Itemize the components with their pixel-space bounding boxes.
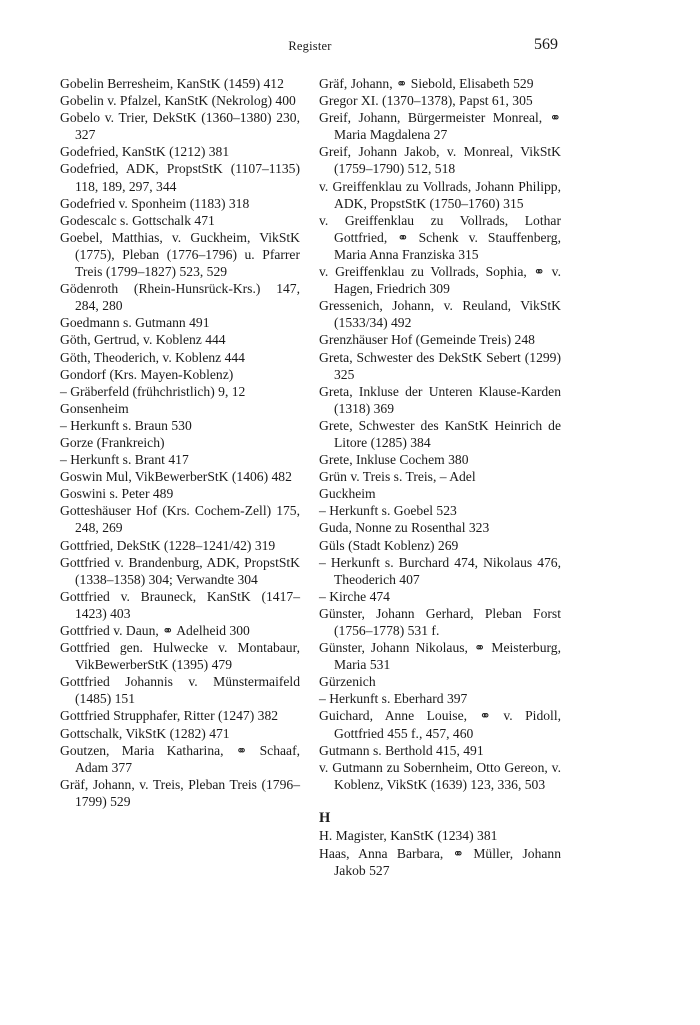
index-entry: Gregor XI. (1370–1378), Papst 61, 305	[319, 93, 533, 109]
index-entry: Gottfried v. Brauneck, KanStK (1417–1423) 403	[60, 588, 300, 621]
index-entry: Godefried, KanStK (1212) 381	[60, 144, 230, 160]
index-entry: Gürzenich	[319, 674, 376, 690]
index-entry: – Herkunft s. Burchard 474, Nikolaus 476, Theoderich 407	[319, 554, 561, 587]
index-entry: Greta, Schwester des DekStK Sebert (1299) 325	[319, 349, 561, 382]
index-entry: Goswin Mul, VikBewerberStK (1406) 482	[60, 469, 292, 485]
index-entry: Gonsenheim	[60, 400, 129, 416]
index-column-left	[60, 75, 300, 810]
index-entry: Grete, Schwester des KanStK Heinrich de Litore (1285) 384	[319, 417, 561, 450]
index-entry: Godescalc s. Gottschalk 471	[60, 212, 215, 228]
index-entry: Grete, Inkluse Cochem 380	[319, 452, 469, 468]
index-entry: Gobelo v. Trier, DekStK (1360–1380) 230, 327	[60, 110, 300, 143]
index-entry: Göth, Gertrud, v. Koblenz 444	[60, 332, 226, 348]
index-entry: – Herkunft s. Braun 530	[60, 417, 192, 433]
index-entry: Gotteshäuser Hof (Krs. Cochem-Zell) 175, 248, 269	[60, 503, 300, 536]
index-entry: Guda, Nonne zu Rosenthal 323	[319, 520, 490, 536]
index-entry: Gottfried Strupphafer, Ritter (1247) 382	[60, 708, 279, 724]
index-entry: Güls (Stadt Koblenz) 269	[319, 537, 459, 553]
index-entry: Göth, Theoderich, v. Koblenz 444	[60, 349, 245, 365]
index-entry: Goebel, Matthias, v. Guckheim, VikStK (1775), Pleban (1776–1796) u. Pfarrer Treis (1799–1827) 523, 529	[60, 229, 300, 280]
index-entry: Grün v. Treis s. Treis, – Adel	[319, 469, 476, 485]
index-entry: Gräf, Johann, ⚭ Siebold, Elisabeth 529	[319, 76, 534, 91]
index-entry: Grenzhäuser Hof (Gemeinde Treis) 248	[319, 332, 535, 348]
index-entry: Godefried, ADK, PropstStK (1107–1135) 118, 189, 297, 344	[60, 161, 300, 194]
page-number: 569	[534, 36, 558, 53]
index-entry: Godefried v. Sponheim (1183) 318	[60, 195, 250, 211]
index-entry: – Herkunft s. Goebel 523	[319, 503, 457, 519]
index-entry: Günster, Johann Gerhard, Pleban Forst (1756–1778) 531 f.	[319, 605, 561, 638]
index-entry: Gottfried v. Daun, ⚭ Adelheid 300	[60, 623, 250, 638]
index-entry: Greta, Inkluse der Unteren Klause-Karden (1318) 369	[319, 383, 561, 416]
index-entry: Greif, Johann, Bürgermeister Monreal, ⚭ Maria Magdalena 27	[319, 110, 561, 143]
index-entry: Gressenich, Johann, v. Reuland, VikStK (1533/34) 492	[319, 298, 561, 331]
index-entry: Haas, Anna Barbara, ⚭ Müller, Johann Jakob 527	[319, 845, 561, 878]
index-entry: – Herkunft s. Eberhard 397	[319, 691, 468, 707]
running-head: Register	[288, 39, 332, 53]
index-entry: Guckheim	[319, 486, 376, 502]
section-gap	[319, 793, 561, 810]
index-entry: Guichard, Anne Louise, ⚭ v. Pidoll, Gottfried 455 f., 457, 460	[319, 708, 561, 741]
index-entry: Goedmann s. Gutmann 491	[60, 315, 210, 331]
index-entry: Goswini s. Peter 489	[60, 486, 174, 502]
index-entry: Gräf, Johann, v. Treis, Pleban Treis (1796–1799) 529	[60, 776, 300, 809]
index-entry: v. Greiffenklau zu Vollrads, Johann Philipp, ADK, PropstStK (1750–1760) 315	[319, 178, 561, 211]
index-entry: v. Gutmann zu Sobernheim, Otto Gereon, v. Koblenz, VikStK (1639) 123, 336, 503	[319, 759, 561, 792]
index-entry: Goutzen, Maria Katharina, ⚭ Schaaf, Adam 377	[60, 742, 300, 775]
index-entry: Gottfried gen. Hulwecke v. Montabaur, VikBewerberStK (1395) 479	[60, 640, 300, 673]
index-entry: Günster, Johann Nikolaus, ⚭ Meisterburg, Maria 531	[319, 640, 561, 673]
index-entry: Gondorf (Krs. Mayen-Koblenz)	[60, 366, 234, 382]
index-entry: Gottschalk, VikStK (1282) 471	[60, 725, 230, 741]
index-entry: Gobelin Berresheim, KanStK (1459) 412	[60, 76, 284, 91]
index-entry: Greif, Johann Jakob, v. Monreal, VikStK (1759–1790) 512, 518	[319, 144, 561, 177]
index-entry: Gottfried v. Brandenburg, ADK, PropstStK (1338–1358) 304; Verwandte 304	[60, 554, 300, 587]
index-entry: Gobelin v. Pfalzel, KanStK (Nekrolog) 400	[60, 93, 296, 109]
index-column-right	[319, 75, 561, 879]
index-entry: Gottfried Johannis v. Münstermaifeld (1485) 151	[60, 674, 300, 707]
index-entry: v. Greiffenklau zu Vollrads, Sophia, ⚭ v. Hagen, Friedrich 309	[319, 264, 561, 297]
section-letter-heading: H	[319, 809, 331, 826]
index-entry: – Gräberfeld (frühchristlich) 9, 12	[60, 383, 246, 399]
index-entry: H. Magister, KanStK (1234) 381	[319, 828, 498, 844]
index-entry: Gödenroth (Rhein-Hunsrück-Krs.) 147, 284, 280	[60, 281, 300, 314]
index-entry: Gutmann s. Berthold 415, 491	[319, 742, 484, 758]
index-entry: Gottfried, DekStK (1228–1241/42) 319	[60, 537, 276, 553]
index-entry: Gorze (Frankreich)	[60, 434, 165, 450]
index-entry: v. Greiffenklau zu Vollrads, Lothar Gottfried, ⚭ Schenk v. Stauffenberg, Maria Anna Franziska 315	[319, 212, 561, 262]
page-header	[0, 38, 700, 58]
index-entry: – Herkunft s. Brant 417	[60, 452, 189, 468]
index-entry: – Kirche 474	[319, 588, 390, 604]
